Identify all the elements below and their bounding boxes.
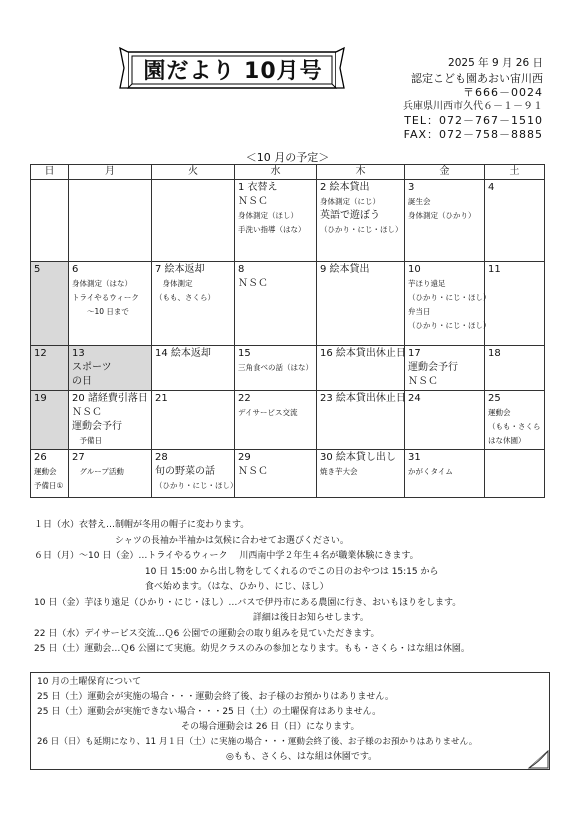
- day-number: 20 諸経費引落日: [72, 393, 148, 404]
- weekday: 木: [317, 165, 405, 180]
- calendar-day-cell: [317, 180, 405, 262]
- fax: FAX：072－758－8885: [403, 128, 543, 141]
- calendar-day-cell: [31, 346, 69, 391]
- calendar-day-cell: [152, 346, 235, 391]
- calendar-day-cell: [31, 180, 69, 262]
- day-number: 9 絵本貸出: [320, 264, 370, 275]
- schedule-calendar: [30, 164, 545, 498]
- day-number: 28: [155, 452, 168, 463]
- day-number: 31: [408, 452, 421, 463]
- day-event: の日: [72, 376, 92, 387]
- notes-section: [34, 518, 470, 658]
- day-event: 誕生会: [408, 197, 431, 206]
- weekday: 日: [31, 165, 69, 180]
- note-line: １日（水）衣替え…制帽が冬用の帽子に変わります。: [34, 520, 250, 530]
- calendar-day-cell: [69, 180, 152, 262]
- calendar-day-cell: [31, 262, 69, 346]
- day-number: 21: [155, 393, 168, 404]
- day-number: 25: [488, 393, 501, 404]
- box-line: 25 日（土）運動会が実施できない場合・・・25 日（土）の土曜保育はありません。: [37, 707, 382, 717]
- calendar-day-cell: [485, 391, 545, 450]
- calendar-day-cell: [235, 262, 317, 346]
- day-number: 30 絵本貸し出し: [320, 452, 396, 463]
- day-event: ＮＳＣ: [238, 196, 268, 207]
- calendar-day-cell: [405, 346, 485, 391]
- day-number: 19: [34, 393, 47, 404]
- day-number: 26: [34, 452, 47, 463]
- calendar-day-cell: [31, 391, 69, 450]
- day-number: 16 絵本貸出休止日: [320, 348, 406, 359]
- note-line: 10 日 15:00 から出し物をしてくれるのでこの日のおやつは 15:15 から: [34, 566, 439, 577]
- calendar-day-cell: [152, 450, 238, 498]
- calendar-day-cell: [235, 346, 317, 391]
- calendar-week-row: [31, 450, 545, 498]
- day-number: 24: [408, 393, 421, 404]
- day-event: スポーツ: [72, 362, 112, 373]
- calendar-day-cell: [317, 262, 405, 346]
- calendar-day-cell: [235, 450, 317, 498]
- tel: TEL：072－767－1510: [404, 114, 543, 127]
- calendar-day-cell: [485, 262, 545, 346]
- box-line: 25 日（土）運動会が実施の場合・・・運動会終了後、お子様のお預かりはありません。: [37, 692, 394, 702]
- day-event: 手洗い指導（はな）: [238, 225, 306, 234]
- calendar-day-cell: [69, 346, 152, 391]
- calendar-week-row: [31, 391, 545, 450]
- day-event: 運動会予行: [408, 362, 458, 373]
- day-event: デイサービス交流: [238, 408, 298, 417]
- note-line: シャツの長袖か半袖かは気候に合わせてお選びください。: [34, 535, 349, 546]
- calendar-day-cell: [485, 450, 545, 498]
- note-line: ６日（月）～10 日（金）…トライやるウィーク 川西南中学２年生４名が職業体験にきます。: [34, 551, 419, 561]
- day-number: 13: [72, 348, 85, 359]
- org-name: 認定こども園あおい宙川西: [411, 72, 543, 85]
- calendar-day-cell: [69, 262, 152, 346]
- address: 兵庫県川西市久代６－１－９１: [403, 101, 543, 112]
- calendar-day-cell: [69, 450, 152, 498]
- day-number: 29: [238, 452, 251, 463]
- day-number: 11: [488, 264, 501, 275]
- calendar-week-row: [31, 262, 545, 346]
- day-number: 8: [238, 264, 245, 275]
- calendar-week-row: [31, 346, 545, 391]
- day-event: 弁当日: [408, 307, 431, 316]
- day-event: ＮＳＣ: [238, 278, 268, 289]
- day-number: 3: [408, 182, 415, 193]
- newsletter-title: 園だより 10月号: [143, 59, 323, 84]
- day-event: 焼き芋大会: [320, 467, 358, 476]
- day-number: 27: [72, 452, 85, 463]
- note-line: 10 日（金）芋ほり遠足（ひかり・にじ・ほし）…バスで伊丹市にある農園に行き、おいもほりをします。: [34, 597, 462, 608]
- weekday: 月: [69, 165, 152, 180]
- calendar-week-row: [31, 180, 545, 262]
- day-number: 7 絵本返却: [155, 264, 205, 275]
- day-number: 18: [488, 348, 501, 359]
- day-event: 予備日①: [34, 481, 64, 490]
- saturday-care-box: [30, 672, 550, 770]
- schedule-title: ＜10 月の予定＞: [245, 151, 330, 164]
- day-number: 22: [238, 393, 251, 404]
- day-number: 23 絵本貸出休止日: [320, 393, 406, 404]
- box-line: 10 月の土曜保育について: [37, 677, 142, 687]
- day-event: 身体測定（ひかり）: [408, 211, 476, 220]
- header-info: [448, 56, 543, 70]
- weekday-header: [31, 165, 545, 180]
- calendar-day-cell: [152, 391, 235, 450]
- weekday: 金: [405, 165, 485, 180]
- day-event: （ひかり・にじ・ほし）: [408, 293, 491, 302]
- day-number: 10: [408, 264, 421, 275]
- day-event: 身体測定（はな）: [72, 279, 132, 288]
- day-event: （もも、さくら）: [155, 293, 215, 302]
- calendar-day-cell: [235, 391, 317, 450]
- calendar-day-cell: [405, 180, 485, 262]
- day-event: ＮＳＣ: [408, 376, 438, 387]
- box-line: その場合運動会は 26 日（日）になります。: [37, 722, 360, 732]
- title-banner: [118, 44, 346, 96]
- postal-code: 〒666－0024: [463, 86, 543, 99]
- weekday: 土: [485, 165, 545, 180]
- note-line: 22 日（水）デイサービス交流…Ｑ6 公園での運動会の取り組みを見ていただきます。: [34, 628, 380, 639]
- box-line: 26 日（日）も延期になり、11 月１日（土）に実施の場合・・・運動会終了後、お子様のお預かりはありません。: [37, 737, 478, 747]
- box-line: ◎もも、さくら、はな組は休園です。: [37, 752, 378, 762]
- calendar-day-cell: [405, 391, 485, 450]
- calendar-day-cell: [485, 346, 545, 391]
- day-event: 運動会予行: [72, 421, 122, 432]
- day-event: 運動会: [488, 408, 511, 417]
- calendar-day-cell: [317, 450, 405, 498]
- day-event: 身体測定（ほし）: [238, 211, 298, 220]
- day-number: 14 絵本返却: [155, 348, 211, 359]
- calendar-day-cell: [235, 180, 317, 262]
- day-event: 芋ほり遠足: [408, 279, 446, 288]
- calendar-day-cell: [317, 346, 405, 391]
- day-event: （ひかり・にじ・ほし）: [408, 321, 491, 330]
- day-event: はな休園）: [488, 436, 526, 445]
- day-event: （もも・さくら: [488, 422, 541, 431]
- calendar-day-cell: [485, 180, 545, 262]
- day-number: 4: [488, 182, 495, 193]
- org-block: [403, 72, 543, 142]
- day-event: 運動会: [34, 467, 57, 476]
- day-event: 英語で遊ぼう: [320, 210, 380, 221]
- day-number: 15: [238, 348, 251, 359]
- note-line: 詳細は後日お知らせします。: [34, 613, 369, 623]
- day-event: かがくタイム: [408, 467, 453, 476]
- day-number: 6: [72, 264, 79, 275]
- calendar-day-cell: [31, 450, 69, 498]
- calendar-day-cell: [405, 262, 491, 346]
- day-event: ＮＳＣ: [72, 407, 102, 418]
- day-event: （ひかり・にじ・ほし）: [320, 225, 403, 234]
- day-event: グループ活動: [72, 467, 124, 476]
- day-number: 12: [34, 348, 47, 359]
- calendar-day-cell: [152, 262, 235, 346]
- weekday: 水: [235, 165, 317, 180]
- calendar-day-cell: [405, 450, 485, 498]
- weekday: 火: [152, 165, 235, 180]
- calendar-day-cell: [317, 391, 405, 450]
- day-event: 身体測定: [155, 279, 193, 288]
- issue-date: 2025 年 9 月 26 日: [448, 57, 543, 69]
- day-number: 17: [408, 348, 421, 359]
- note-line: 食べ始めます。（はな、ひかり、にじ、ほし）: [34, 582, 329, 592]
- day-event: ＮＳＣ: [238, 466, 268, 477]
- page-fold-icon: [527, 749, 549, 769]
- day-event: 三角食べの話（はな）: [238, 363, 313, 372]
- day-event: トライやるウィーク: [72, 293, 139, 302]
- day-number: 1 衣替え: [238, 182, 278, 193]
- day-number: 5: [34, 264, 41, 275]
- day-event: 身体測定（にじ）: [320, 197, 380, 206]
- day-number: 2 絵本貸出: [320, 182, 370, 193]
- note-line: 25 日（土）運動会…Ｑ6 公園にて実施。幼児クラスのみの参加となります。もも・さくら・はな組は休園。: [34, 644, 470, 654]
- day-event: （ひかり・にじ・ほし）: [155, 481, 238, 490]
- calendar-day-cell: [69, 391, 152, 450]
- day-event: 旬の野菜の話: [155, 466, 215, 477]
- day-event: 予備日: [72, 436, 102, 445]
- calendar-day-cell: [152, 180, 235, 262]
- day-event: ～10 日まで: [72, 307, 129, 316]
